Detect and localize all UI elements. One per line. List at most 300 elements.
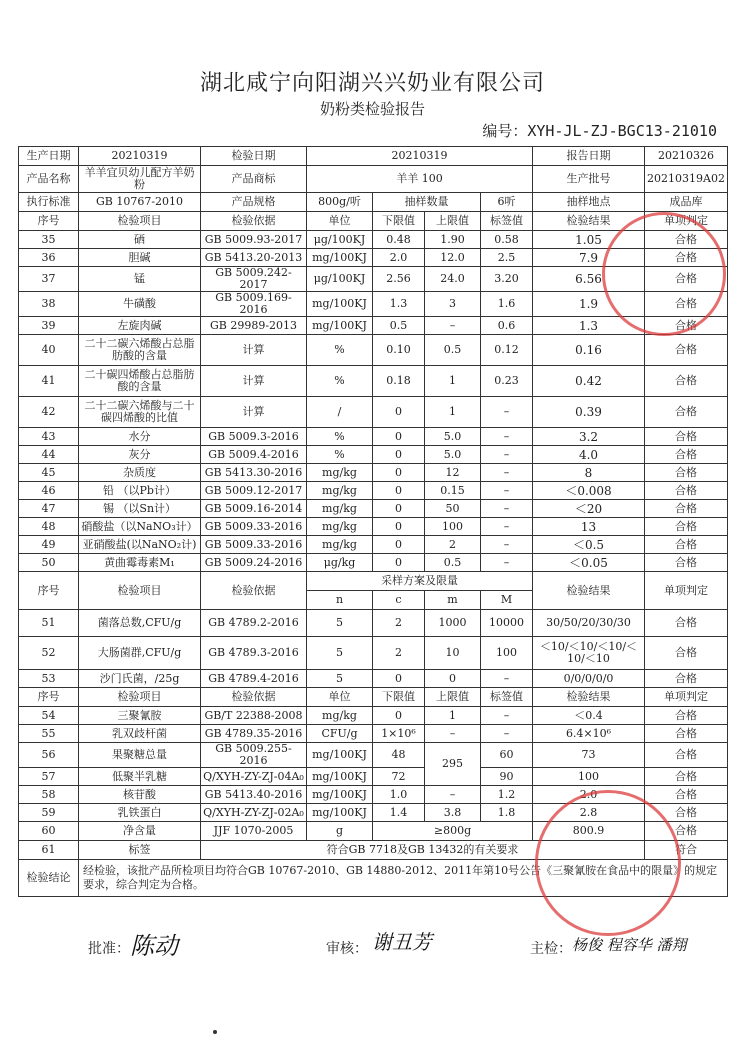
cell-judge: 合格 xyxy=(645,500,728,518)
cell-no: 51 xyxy=(19,610,79,637)
approve-signature: 陈动 xyxy=(130,932,178,960)
col-result: 检验结果 xyxy=(533,688,645,707)
sample-loc-label: 抽样地点 xyxy=(533,193,645,212)
cell-basis: GB 5009.4-2016 xyxy=(201,446,307,464)
cell-judge: 合格 xyxy=(645,536,728,554)
cell-no: 43 xyxy=(19,428,79,446)
batch-number: 20210319A02 xyxy=(645,166,728,193)
cell-upper: 12.0 xyxy=(425,249,481,267)
col-c: c xyxy=(373,591,425,610)
cell-unit: mg/kg xyxy=(307,500,373,518)
cell-c: 2 xyxy=(373,610,425,637)
col-upper: 上限值 xyxy=(425,688,481,707)
cell-lower: 0 xyxy=(373,500,425,518)
cell-result: 4.0 xyxy=(533,446,645,464)
cell-unit: mg/100KJ xyxy=(307,292,373,317)
cell-no: 55 xyxy=(19,725,79,743)
cell-m-upper: 100 xyxy=(481,637,533,670)
cell-judge: 合格 xyxy=(645,446,728,464)
cell-judge: 合格 xyxy=(645,317,728,335)
cell-no: 35 xyxy=(19,231,79,249)
cell-result: 0.42 xyxy=(533,366,645,397)
table-header-2a xyxy=(19,572,728,591)
cell-basis: GB 29989-2013 xyxy=(201,317,307,335)
cell-result: 2.8 xyxy=(533,804,645,822)
cell-item: 二十二碳六烯酸与二十碳四烯酸的比值 xyxy=(79,397,201,428)
cell-judge: 合格 xyxy=(645,637,728,670)
col-judge: 单项判定 xyxy=(645,688,728,707)
production-date-label: 生产日期 xyxy=(19,147,79,166)
cell-item: 二十碳四烯酸占总脂肪酸的含量 xyxy=(79,366,201,397)
cell-label-value: – xyxy=(481,428,533,446)
cell-judge: 合格 xyxy=(645,231,728,249)
cell-no: 49 xyxy=(19,536,79,554)
cell-result: 6.56 xyxy=(533,267,645,292)
cell-unit: / xyxy=(307,397,373,428)
cell-no: 36 xyxy=(19,249,79,267)
cell-basis: GB 4789.2-2016 xyxy=(201,610,307,637)
cell-lower: 1.0 xyxy=(373,786,425,804)
cell-upper: 1 xyxy=(425,366,481,397)
cell-no: 56 xyxy=(19,743,79,768)
cell-no: 53 xyxy=(19,670,79,688)
cell-label-value: 0.12 xyxy=(481,335,533,366)
review-signature: 谢丑芳 xyxy=(372,930,432,954)
cell-basis: GB 4789.35-2016 xyxy=(201,725,307,743)
batch-label: 生产批号 xyxy=(533,166,645,193)
cell-no: 41 xyxy=(19,366,79,397)
cell-judge: 合格 xyxy=(645,786,728,804)
cell-judge: 合格 xyxy=(645,482,728,500)
cell-result: 0/0/0/0/0 xyxy=(533,670,645,688)
col-no: 序号 xyxy=(19,212,79,231)
cell-lower: 1.3 xyxy=(373,292,425,317)
cell-basis: GB 5009.24-2016 xyxy=(201,554,307,572)
cell-result: 6.4×10⁶ xyxy=(533,725,645,743)
cell-label-value: 90 xyxy=(481,768,533,786)
cell-lower: 0 xyxy=(373,482,425,500)
col-basis: 检验依据 xyxy=(201,688,307,707)
cell-basis: JJF 1070-2005 xyxy=(201,822,307,841)
trademark: 羊羊 100 xyxy=(307,166,533,193)
cell-basis: Q/XYH-ZY-ZJ-04A₀ xyxy=(201,768,307,786)
cell-item: 水分 xyxy=(79,428,201,446)
col-label-value: 标签值 xyxy=(481,688,533,707)
cell-judge: 合格 xyxy=(645,725,728,743)
cell-result: 3.2 xyxy=(533,428,645,446)
sample-qty: 6听 xyxy=(481,193,533,212)
cell-basis: GB/T 22388-2008 xyxy=(201,707,307,725)
cell-unit: mg/100KJ xyxy=(307,743,373,768)
cell-item: 净含量 xyxy=(79,822,201,841)
signature-area xyxy=(0,930,745,998)
col-sampling-plan: 采样方案及限量 xyxy=(307,572,533,591)
table-row xyxy=(19,518,728,536)
cell-item: 灰分 xyxy=(79,446,201,464)
cell-result: ＜20 xyxy=(533,500,645,518)
table-row xyxy=(19,397,728,428)
cell-result: 30/50/20/30/30 xyxy=(533,610,645,637)
table-row xyxy=(19,637,728,670)
cell-lower: 0.5 xyxy=(373,317,425,335)
cell-upper: 3 xyxy=(425,292,481,317)
cell-judge: 合格 xyxy=(645,335,728,366)
table-row xyxy=(19,428,728,446)
cell-lower: 0.18 xyxy=(373,366,425,397)
col-result: 检验结果 xyxy=(533,212,645,231)
cell-no: 61 xyxy=(19,841,79,860)
table-row xyxy=(19,446,728,464)
cell-basis: GB 4789.4-2016 xyxy=(201,670,307,688)
cell-basis: GB 4789.3-2016 xyxy=(201,637,307,670)
cell-item: 核苷酸 xyxy=(79,786,201,804)
sample-loc: 成品库 xyxy=(645,193,728,212)
cell-no: 45 xyxy=(19,464,79,482)
cell-item: 硝酸盐（以NaNO₃计） xyxy=(79,518,201,536)
cell-no: 42 xyxy=(19,397,79,428)
cell-basis: GB 5413.20-2013 xyxy=(201,249,307,267)
cell-lower: 0 xyxy=(373,397,425,428)
cell-item: 乳双歧杆菌 xyxy=(79,725,201,743)
sample-qty-label: 抽样数量 xyxy=(373,193,481,212)
report-number: 编号：XYH-JL-ZJ-BGC13-21010 xyxy=(482,122,717,140)
table-row xyxy=(19,743,728,768)
cell-result: ＜0.5 xyxy=(533,536,645,554)
cell-unit: mg/kg xyxy=(307,536,373,554)
approve-label: 批准： xyxy=(88,941,130,957)
cell-upper: 0.15 xyxy=(425,482,481,500)
cell-lower: 72 xyxy=(373,768,425,786)
cell-judge: 合格 xyxy=(645,670,728,688)
inspection-date-label: 检验日期 xyxy=(201,147,307,166)
cell-basis: GB 5009.12-2017 xyxy=(201,482,307,500)
cell-c: 2 xyxy=(373,637,425,670)
cell-n: 5 xyxy=(307,637,373,670)
table-row xyxy=(19,500,728,518)
table-row xyxy=(19,554,728,572)
cell-basis: GB 5009.255-2016 xyxy=(201,743,307,768)
cell-upper: 0.5 xyxy=(425,335,481,366)
cell-m-upper: – xyxy=(481,670,533,688)
cell-no: 40 xyxy=(19,335,79,366)
table-row xyxy=(19,707,728,725)
cell-result: 1.3 xyxy=(533,317,645,335)
cell-result: 13 xyxy=(533,518,645,536)
cell-unit: μg/100KJ xyxy=(307,267,373,292)
cell-label-value: 0.23 xyxy=(481,366,533,397)
cell-n: 5 xyxy=(307,610,373,637)
cell-label-value: – xyxy=(481,536,533,554)
cell-lower: 0 xyxy=(373,446,425,464)
product-name-label: 产品名称 xyxy=(19,166,79,193)
cell-upper: 100 xyxy=(425,518,481,536)
cell-n: 5 xyxy=(307,670,373,688)
cell-item: 黄曲霉毒素M₁ xyxy=(79,554,201,572)
info-row-3 xyxy=(19,193,728,212)
cell-label-value: 0.6 xyxy=(481,317,533,335)
cell-label-value: 1.6 xyxy=(481,292,533,317)
cell-judge: 合格 xyxy=(645,707,728,725)
cell-item: 二十二碳六烯酸占总脂肪酸的含量 xyxy=(79,335,201,366)
cell-label-value: 3.20 xyxy=(481,267,533,292)
report-type: 奶粉类检验报告 xyxy=(319,100,425,118)
col-no: 序号 xyxy=(19,688,79,707)
cell-basis: 计算 xyxy=(201,397,307,428)
cell-basis: GB 5413.40-2016 xyxy=(201,786,307,804)
cell-label-value: – xyxy=(481,518,533,536)
cell-basis: GB 5009.242-2017 xyxy=(201,267,307,292)
cell-result: ＜0.05 xyxy=(533,554,645,572)
cell-result: 73 xyxy=(533,743,645,768)
col-m-upper: M xyxy=(481,591,533,610)
table-row xyxy=(19,670,728,688)
cell-judge: 合格 xyxy=(645,464,728,482)
cell-lower: 48 xyxy=(373,743,425,768)
cell-item: 铅 （以Pb计） xyxy=(79,482,201,500)
cell-label-value: 60 xyxy=(481,743,533,768)
cell-no: 47 xyxy=(19,500,79,518)
spec: 800g/听 xyxy=(307,193,373,212)
cell-basis: Q/XYH-ZY-ZJ-02A₀ xyxy=(201,804,307,822)
cell-label-value: 1.8 xyxy=(481,804,533,822)
cell-label-value: – xyxy=(481,725,533,743)
cell-unit: mg/kg xyxy=(307,464,373,482)
table-header-3 xyxy=(19,688,728,707)
cell-upper: – xyxy=(425,786,481,804)
cell-basis: GB 5009.33-2016 xyxy=(201,518,307,536)
col-no: 序号 xyxy=(19,572,79,610)
col-n: n xyxy=(307,591,373,610)
cell-result: 1.05 xyxy=(533,231,645,249)
cell-upper: 5.0 xyxy=(425,428,481,446)
col-judge: 单项判定 xyxy=(645,572,728,610)
cell-judge: 合格 xyxy=(645,249,728,267)
cell-label-value: – xyxy=(481,707,533,725)
standard: GB 10767-2010 xyxy=(79,193,201,212)
cell-lower: 2.56 xyxy=(373,267,425,292)
cell-judge: 合格 xyxy=(645,743,728,768)
cell-lower: 0 xyxy=(373,518,425,536)
cell-unit: g xyxy=(307,822,373,841)
col-lower: 下限值 xyxy=(373,212,425,231)
cell-label-requirement: 符合GB 7718及GB 13432的有关要求 xyxy=(201,841,645,860)
cell-upper: 12 xyxy=(425,464,481,482)
cell-label-value: – xyxy=(481,446,533,464)
cell-no: 57 xyxy=(19,768,79,786)
cell-no: 52 xyxy=(19,637,79,670)
col-result: 检验结果 xyxy=(533,572,645,610)
cell-upper: 1.90 xyxy=(425,231,481,249)
cell-no: 46 xyxy=(19,482,79,500)
cell-unit: mg/100KJ xyxy=(307,317,373,335)
cell-item: 大肠菌群,CFU/g xyxy=(79,637,201,670)
cell-upper: 1 xyxy=(425,397,481,428)
cell-label-value: 0.58 xyxy=(481,231,533,249)
table-row xyxy=(19,335,728,366)
chief-label: 主检： xyxy=(530,941,572,957)
cell-upper: – xyxy=(425,725,481,743)
cell-unit: % xyxy=(307,428,373,446)
cell-result: 7.9 xyxy=(533,249,645,267)
cell-judge: 合格 xyxy=(645,554,728,572)
cell-no: 50 xyxy=(19,554,79,572)
cell-basis: 计算 xyxy=(201,335,307,366)
cell-no: 39 xyxy=(19,317,79,335)
cell-item: 杂质度 xyxy=(79,464,201,482)
cell-no: 48 xyxy=(19,518,79,536)
cell-upper: 50 xyxy=(425,500,481,518)
cell-label-value: – xyxy=(481,397,533,428)
cell-no: 60 xyxy=(19,822,79,841)
cell-label-value: – xyxy=(481,500,533,518)
cell-item: 沙门氏菌，/25g xyxy=(79,670,201,688)
cell-judge: 合格 xyxy=(645,397,728,428)
cell-m-upper: 10000 xyxy=(481,610,533,637)
cell-item: 标签 xyxy=(79,841,201,860)
col-basis: 检验依据 xyxy=(201,212,307,231)
company-seal-bottom xyxy=(535,790,681,936)
report-date: 20210326 xyxy=(645,147,728,166)
cell-unit: mg/kg xyxy=(307,482,373,500)
cell-m-lower: 0 xyxy=(425,670,481,688)
col-m-lower: m xyxy=(425,591,481,610)
cell-item: 锰 xyxy=(79,267,201,292)
cell-lower: 1.4 xyxy=(373,804,425,822)
col-item: 检验项目 xyxy=(79,212,201,231)
company-name: 湖北咸宁向阳湖兴兴奶业有限公司 xyxy=(199,71,545,96)
cell-upper: 0.5 xyxy=(425,554,481,572)
table-row xyxy=(19,610,728,637)
cell-judge: 合格 xyxy=(645,428,728,446)
col-upper: 上限值 xyxy=(425,212,481,231)
cell-no: 54 xyxy=(19,707,79,725)
table-row xyxy=(19,464,728,482)
cell-result: 0.16 xyxy=(533,335,645,366)
cell-unit: mg/kg xyxy=(307,518,373,536)
cell-no: 38 xyxy=(19,292,79,317)
cell-unit: % xyxy=(307,366,373,397)
cell-no: 37 xyxy=(19,267,79,292)
cell-unit: μg/100KJ xyxy=(307,231,373,249)
cell-upper: 1 xyxy=(425,707,481,725)
cell-judge: 合格 xyxy=(645,366,728,397)
cell-upper: 2 xyxy=(425,536,481,554)
cell-result: 0.39 xyxy=(533,397,645,428)
cell-lower: 0 xyxy=(373,554,425,572)
cell-item: 亚硝酸盐(以NaNO₂计) xyxy=(79,536,201,554)
cell-lower: 0.10 xyxy=(373,335,425,366)
cell-basis: 计算 xyxy=(201,366,307,397)
cell-unit: CFU/g xyxy=(307,725,373,743)
cell-lower: 0 xyxy=(373,707,425,725)
table-row xyxy=(19,366,728,397)
cell-c: 0 xyxy=(373,670,425,688)
cell-m-lower: 1000 xyxy=(425,610,481,637)
cell-basis: GB 5009.3-2016 xyxy=(201,428,307,446)
cell-item: 左旋肉碱 xyxy=(79,317,201,335)
cell-no: 59 xyxy=(19,804,79,822)
cell-label-value: 2.5 xyxy=(481,249,533,267)
cell-item: 三聚氰胺 xyxy=(79,707,201,725)
cell-label-value: – xyxy=(481,554,533,572)
info-row-2 xyxy=(19,166,728,193)
page-mark xyxy=(213,1030,217,1034)
inspection-date: 20210319 xyxy=(307,147,533,166)
col-basis: 检验依据 xyxy=(201,572,307,610)
conclusion-text: 经检验，该批产品所检项目均符合GB 10767-2010、GB 14880-2012、2011年第10号公告《三聚氰胺在食品中的限量》的规定要求，综合判定为合格。 xyxy=(79,860,728,897)
cell-result: ＜10/＜10/＜10/＜10/＜10 xyxy=(533,637,645,670)
cell-upper: – xyxy=(425,317,481,335)
cell-unit: mg/100KJ xyxy=(307,249,373,267)
cell-judge: 符合 xyxy=(645,841,728,860)
cell-result: 2.0 xyxy=(533,786,645,804)
col-item: 检验项目 xyxy=(79,688,201,707)
cell-no: 44 xyxy=(19,446,79,464)
cell-judge: 合格 xyxy=(645,267,728,292)
cell-lower: 0 xyxy=(373,428,425,446)
cell-upper-merged: 295 xyxy=(425,743,481,786)
cell-result: 100 xyxy=(533,768,645,786)
cell-basis: GB 5413.30-2016 xyxy=(201,464,307,482)
report-date-label: 报告日期 xyxy=(533,147,645,166)
cell-judge: 合格 xyxy=(645,518,728,536)
col-item: 检验项目 xyxy=(79,572,201,610)
table-row xyxy=(19,482,728,500)
production-date: 20210319 xyxy=(79,147,201,166)
cell-lower: 0.48 xyxy=(373,231,425,249)
cell-result: ＜0.4 xyxy=(533,707,645,725)
table-row xyxy=(19,768,728,786)
cell-basis: GB 5009.93-2017 xyxy=(201,231,307,249)
product-name: 羊羊宜贝幼儿配方羊奶粉 xyxy=(79,166,201,193)
cell-lower: 2.0 xyxy=(373,249,425,267)
table-row xyxy=(19,725,728,743)
cell-judge: 合格 xyxy=(645,610,728,637)
chief-signature: 杨俊 程容华 潘翔 xyxy=(572,936,687,954)
cell-lower: 1×10⁶ xyxy=(373,725,425,743)
cell-result: 8 xyxy=(533,464,645,482)
cell-basis: GB 5009.169-2016 xyxy=(201,292,307,317)
cell-basis: GB 5009.33-2016 xyxy=(201,536,307,554)
cell-limit: ≥800g xyxy=(373,822,533,841)
col-unit: 单位 xyxy=(307,212,373,231)
cell-item: 硒 xyxy=(79,231,201,249)
cell-item: 低聚半乳糖 xyxy=(79,768,201,786)
cell-basis: GB 5009.16-2014 xyxy=(201,500,307,518)
cell-label-value: – xyxy=(481,464,533,482)
cell-item: 牛磺酸 xyxy=(79,292,201,317)
inspection-seal-top xyxy=(602,212,726,336)
cell-item: 锡 （以Sn计） xyxy=(79,500,201,518)
cell-no: 58 xyxy=(19,786,79,804)
cell-item: 乳铁蛋白 xyxy=(79,804,201,822)
col-lower: 下限值 xyxy=(373,688,425,707)
cell-result: 800.9 xyxy=(533,822,645,841)
cell-upper: 24.0 xyxy=(425,267,481,292)
cell-item: 菌落总数,CFU/g xyxy=(79,610,201,637)
conclusion-label: 检验结论 xyxy=(19,860,79,897)
cell-unit: mg/100KJ xyxy=(307,804,373,822)
cell-judge: 合格 xyxy=(645,804,728,822)
cell-item: 果聚糖总量 xyxy=(79,743,201,768)
cell-lower: 0 xyxy=(373,464,425,482)
col-judge: 单项判定 xyxy=(645,212,728,231)
review-label: 审核： xyxy=(326,941,368,957)
cell-unit: % xyxy=(307,446,373,464)
cell-judge: 合格 xyxy=(645,768,728,786)
cell-unit: μg/kg xyxy=(307,554,373,572)
standard-label: 执行标准 xyxy=(19,193,79,212)
